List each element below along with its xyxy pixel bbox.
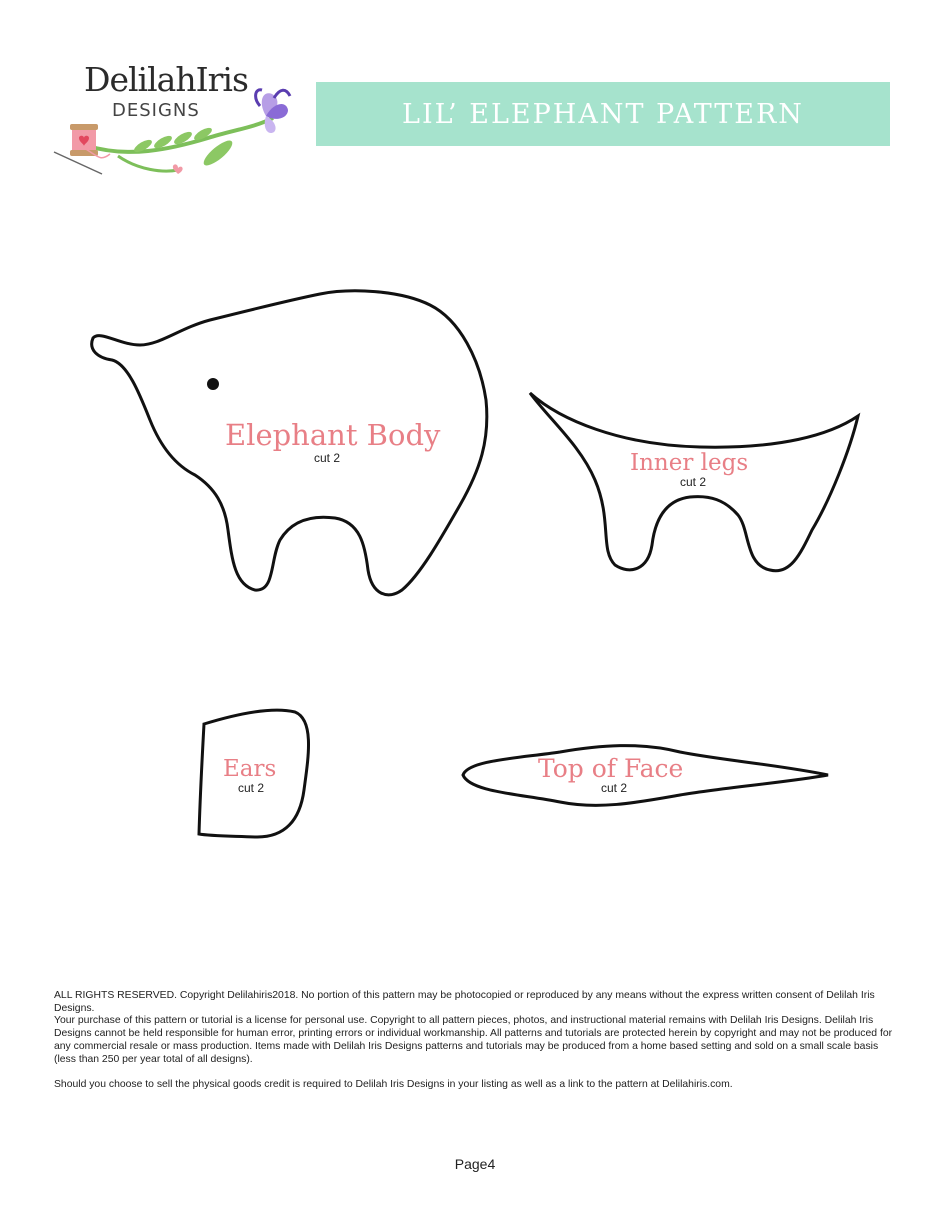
copyright-text: ALL RIGHTS RESERVED. Copyright Delilahiris2018. No portion of this pattern may be photocopied or reproduced by any means without the express written consent of Delilah Iris Designs.: [54, 990, 875, 1014]
piece-cut-ears: cut 2: [238, 781, 265, 795]
brand-subtitle: DESIGNS: [112, 100, 200, 121]
legal-notice: [54, 990, 896, 1092]
piece-label-top-of-face: Top of Face: [538, 754, 684, 783]
license-text: Your purchase of this pattern or tutorial is a license for personal use. Copyright to all pattern pieces, photos, and instructional material remains with Delilah Iris Designs. Delilah Iris Designs cannot be held responsible for human error, printing errors or individual workmanship. All patterns and tutorials are protected herein by copyright and may not be produced for any commercial resale or mass production. Items made with Delilah Iris Designs patterns and tutorials may be produced from a home based setting and sold on a small scale basis (less than 250 per year total of all designs).: [54, 1015, 893, 1065]
eye-mark: [207, 378, 219, 390]
credit-text: Should you choose to sell the physical goods credit is required to Delilah Iris Designs in your listing as well as a link to the pattern at Delilahiris.com.: [54, 1079, 733, 1091]
piece-cut-inner-legs: cut 2: [680, 475, 707, 489]
brand-name: DelilahIris: [84, 60, 248, 99]
page-number: Page4: [454, 1156, 496, 1172]
piece-cut-top-of-face: cut 2: [601, 781, 628, 795]
piece-label-elephant-body: Elephant Body: [225, 418, 441, 452]
piece-label-inner-legs: Inner legs: [630, 450, 749, 476]
piece-cut-elephant-body: cut 2: [314, 451, 341, 465]
piece-label-ears: Ears: [223, 756, 277, 782]
page-title: LIL’ ELEPHANT PATTERN: [402, 98, 804, 130]
